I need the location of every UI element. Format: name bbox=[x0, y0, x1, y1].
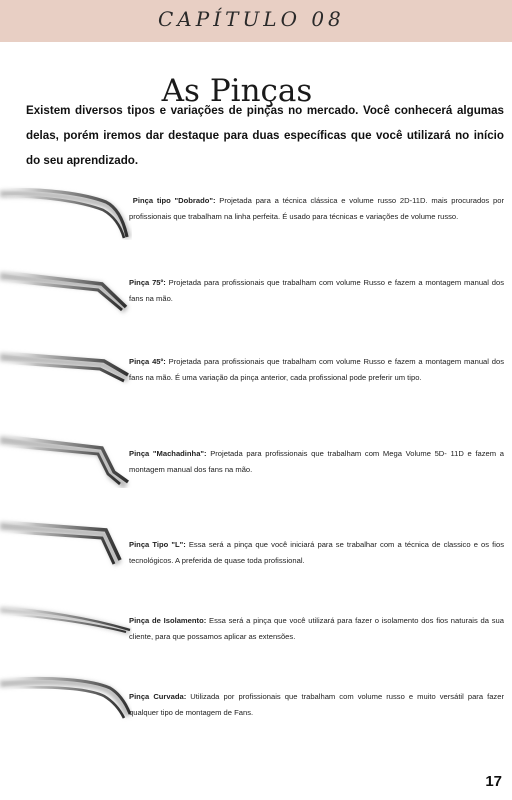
tweezer-name: Pinça Curvada: bbox=[129, 692, 187, 701]
angled-tweezer-icon bbox=[0, 343, 132, 403]
chapter-label: CAPÍTULO 08 bbox=[158, 7, 345, 31]
curved-tweezer-icon bbox=[0, 668, 132, 728]
page-number: 17 bbox=[485, 773, 502, 790]
tweezer-description: Projetada para profissionais que trabalham com Mega Volume 5D- 11D e fazem a montagem manual dos fans na mão. bbox=[129, 449, 504, 474]
tweezer-name: Pinça "Machadinha": bbox=[129, 449, 207, 458]
tweezer-name: Pinça de Isolamento: bbox=[129, 616, 207, 625]
page-title: As Pinças bbox=[161, 72, 313, 109]
tweezer-entry-dobrado bbox=[129, 193, 504, 225]
intro-paragraph: Existem diversos tipos e variações de pinças no mercado. Você conhecerá algumas delas, porém iremos dar destaque para duas específicas que você utilizará no início do seu aprendizado. bbox=[26, 104, 504, 167]
tweezer-description: Essa será a pinça que você iniciará para se trabalhar com a técnica de classico e os fios tecnológicos. A preferida de quase toda profissional. bbox=[129, 540, 504, 565]
tweezer-entry-curvada bbox=[129, 689, 504, 721]
tweezer-entry-l bbox=[129, 537, 504, 569]
axe-tweezer-icon bbox=[0, 428, 132, 488]
tweezer-name: Pinça 75º: bbox=[129, 278, 166, 287]
tweezer-entry-isolamento bbox=[129, 613, 504, 645]
tweezer-description: Projetada para profissionais que trabalham com volume Russo e fazem a montagem manual dos fans na mão. bbox=[129, 278, 505, 303]
tweezer-name: Pinça 45º: bbox=[129, 357, 166, 366]
tweezer-entry-machadinha bbox=[129, 446, 504, 478]
tweezer-description: Utilizada por profissionais que trabalham com volume russo e muito versátil para fazer qualquer tipo de montagem de Fans. bbox=[129, 692, 504, 717]
tweezer-entry-45 bbox=[129, 354, 504, 386]
tweezer-description: Essa será a pinça que você utilizará para fazer o isolamento dos fios naturais da sua cliente, para que possamos aplicar as extensões. bbox=[129, 616, 504, 641]
tweezer-name: Pinça Tipo "L": bbox=[129, 540, 186, 549]
tweezer-name: Pinça tipo "Dobrado": bbox=[132, 196, 216, 205]
straight-tweezer-icon bbox=[0, 598, 132, 658]
tweezer-description: Projetada para profissionais que trabalham com volume Russo e fazem a montagem manual dos fans na mão. É uma variação da pinça anterior, cada profissional pode preferir um tipo. bbox=[129, 357, 505, 382]
tweezer-entry-75 bbox=[129, 275, 504, 307]
l-tweezer-icon bbox=[0, 512, 132, 572]
curved-tweezer-icon bbox=[0, 180, 132, 240]
angled-tweezer-icon bbox=[0, 262, 132, 322]
tweezer-description: Projetada para a técnica clássica e volume russo 2D-11D. mais procurados por profissionais que trabalham na linha perfeita. É usado para técnicas e variações de volume russo. bbox=[129, 196, 504, 221]
